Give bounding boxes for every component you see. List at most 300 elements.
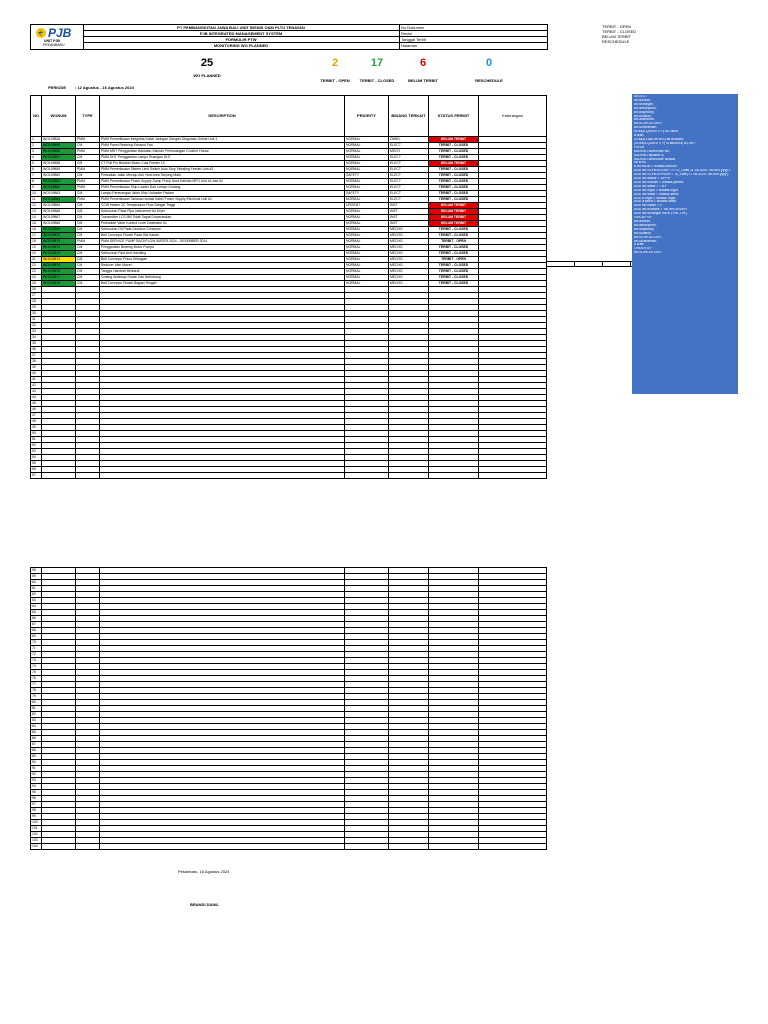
row-no: 14 (31, 215, 42, 221)
row-type: CM (76, 275, 100, 281)
row-no: 45 (31, 401, 42, 407)
row-no: 86 (31, 736, 42, 742)
row-type: PMM (76, 149, 100, 155)
row-no: 25 (31, 281, 42, 287)
sql-line: AND wo.orgid = wotask.orgid (634, 188, 678, 192)
row-no: 8 (31, 179, 42, 185)
row-priority: NORMAL (345, 185, 389, 191)
sql-line: wo.SCHEDSTART (634, 251, 662, 255)
sql-line: MAXIMO.workorder wotask (634, 157, 676, 161)
row-no: 50 (31, 431, 42, 437)
row-type: CM (76, 221, 100, 227)
row-no: 21 (31, 257, 42, 263)
place-date: Pekanbaru, 16 Agustus 2024 (178, 869, 230, 874)
status-badge: BELUM TERBIT (429, 203, 478, 207)
wo-table-continued (30, 567, 547, 850)
sql-line: AND wo.woclass = 'WORKORDER' (634, 208, 688, 212)
sql-line: wo.wonum, (634, 98, 652, 102)
sql-line: AND a.siteid = wotask.siteid (634, 200, 677, 204)
form-name: FORMULIR PTW (225, 37, 257, 42)
row-no: 55 (31, 461, 42, 467)
row-no: 29 (31, 305, 42, 311)
row-no: 41 (31, 377, 42, 383)
row-wonum: WO109857 (42, 155, 76, 161)
row-no: 53 (31, 449, 42, 455)
row-wonum: WO109877 (42, 275, 76, 281)
row-description: Perbaikan Jalan Menuju Ash Yard Area Tanjung Mabi (100, 173, 345, 179)
row-no: 31 (31, 317, 42, 323)
sql-line: wo.location, (634, 231, 652, 235)
sql-line: MAXIMO.workorder wo, (634, 149, 670, 153)
terbit-closed-label: TERBIT - CLOSED (359, 78, 395, 83)
row-description: Kebocoran Oli Pada Gearbox Conveyor (100, 227, 345, 233)
signer-name: BRANDI DANIL (190, 902, 219, 907)
row-no: 40 (31, 371, 42, 377)
sql-line: AND wo.SCHEDSTART >= To_Date('11-08-2024','dd-mm-yyyy') (634, 169, 730, 173)
status-legend (602, 24, 636, 44)
row-description: Perbaikan Valve Kontrol Level Deaerator #1 (100, 221, 345, 227)
row-wonum: WO109826 (42, 137, 76, 143)
row-type: PMM (76, 167, 100, 173)
status-badge: BELUM TERBIT (429, 209, 478, 213)
row-type: CM (76, 233, 100, 239)
status-badge: TERBIT - CLOSED (438, 269, 469, 274)
row-priority: NORMAL (345, 179, 389, 185)
row-type: CM (76, 227, 100, 233)
row-no: 95 (31, 790, 42, 796)
row-no: 59 (31, 574, 42, 580)
row-description: PMM Pemeriksaan Power Supply Sump Pump Area Kabinet MFO Unit #1 dan #2 (100, 179, 345, 185)
row-priority: SAFETY (345, 191, 389, 197)
row-bidang: ELECT (389, 143, 429, 149)
row-no: 97 (31, 802, 42, 808)
periode-value: : 12 Agustus - 16 Agustus 2024 (75, 85, 134, 90)
row-wonum: WO109876 (42, 269, 76, 275)
row-no: 75 (31, 670, 42, 676)
row-priority: SAFETY (345, 173, 389, 179)
status-badge: TERBIT - CLOSED (438, 143, 469, 148)
row-wonum: WO109861 (42, 179, 76, 185)
row-no: 38 (31, 359, 42, 365)
sql-line: wo.schedfinish, (634, 239, 658, 243)
row-no: 11 (31, 197, 42, 203)
wo-planned-label: WO PLANNED (193, 73, 221, 78)
status-badge: TERBIT - CLOSED (438, 197, 469, 202)
row-no: 65 (31, 610, 42, 616)
row-description: Belt Conveyor Robek Pada Sisi Kanan (100, 233, 345, 239)
row-priority: URGENT (345, 203, 389, 209)
row-bidang: INST (389, 221, 429, 227)
row-type: CM (76, 215, 100, 221)
status-badge: TERBIT - CLOSED (438, 149, 469, 154)
status-badge: TERBIT - CLOSED (438, 281, 469, 286)
row-description: Penggantian Bearing Motor Pompa (100, 245, 345, 251)
sql-line: wo.assetnum, (634, 118, 655, 122)
row-no: 4 (31, 155, 42, 161)
row-no: 96 (31, 796, 42, 802)
col-type: TYPE (76, 96, 100, 137)
row-no: 26 (31, 287, 42, 293)
row-description: Kebocoran Pada Pipa Instrument Air Dryer (100, 209, 345, 215)
row-no: 3 (31, 149, 42, 155)
terbit-open-count: 2 (331, 57, 339, 69)
sql-line: AND wo.status = 'APPR' (634, 177, 671, 181)
row-no: 51 (31, 437, 42, 443)
row-type: PMM (76, 179, 100, 185)
row-priority: NORMAL (345, 161, 389, 167)
row-no: 90 (31, 760, 42, 766)
row-no: 19 (31, 245, 42, 251)
empty-cell (429, 473, 479, 479)
row-no: 104 (31, 844, 42, 850)
row-no: 99 (31, 814, 42, 820)
row-type: CM (76, 173, 100, 179)
row-no: 17 (31, 233, 42, 239)
row-no: 101 (31, 826, 42, 832)
row-bidang: ELECT (389, 179, 429, 185)
row-description: Transmitter LCS Mill Tidak Dapat Dioperasikan (100, 215, 345, 221)
row-no: 39 (31, 365, 42, 371)
status-badge: TERBIT - CLOSED (438, 179, 469, 184)
row-priority: NORMAL (345, 143, 389, 149)
empty-cell (100, 844, 345, 850)
row-bidang: MECH (389, 149, 429, 155)
row-no: 10 (31, 191, 42, 197)
row-type: CM (76, 143, 100, 149)
row-no: 54 (31, 455, 42, 461)
status-badge: TERBIT - CLOSED (438, 227, 469, 232)
empty-cell (479, 844, 547, 850)
reschedule-count: 0 (485, 57, 493, 69)
row-type: CM (76, 203, 100, 209)
row-priority: NORMAL (345, 209, 389, 215)
row-bidang: MECHG (389, 269, 429, 275)
col-priority: PRIORITY (345, 96, 389, 137)
row-description: PMM Pemeriksaan Sistem Limit Switch Auto Stop Vibrating Feeder Unit #2 (100, 167, 345, 173)
row-bidang: INST (389, 215, 429, 221)
empty-cell (42, 473, 76, 479)
sql-line: AND wo.wonum = wotask.parent (634, 180, 684, 184)
sql-line: ORDER BY (634, 247, 652, 251)
sql-line: AND wo.istask = 0 (634, 204, 662, 208)
row-bidang: INST (389, 209, 429, 215)
row-wonum: WO109856 (42, 149, 76, 155)
legend-reschedule: RESCHEDULE (602, 39, 630, 44)
row-no: 57 (31, 473, 42, 479)
row-type: CM (76, 191, 100, 197)
row-bidang: OMIEL (389, 137, 429, 143)
row-wonum: WO109863 (42, 191, 76, 197)
row-bidang: ELECT (389, 161, 429, 167)
row-bidang: MECHG (389, 275, 429, 281)
row-wonum: WO109867 (42, 215, 76, 221)
row-priority: NORMAL (345, 215, 389, 221)
row-bidang: ELECT (389, 167, 429, 173)
row-no: 24 (31, 275, 42, 281)
row-no: 62 (31, 592, 42, 598)
row-no: 48 (31, 419, 42, 425)
row-description: PMM Pemeriksaan Integritas Kabel Jaringan Dengan Diagnosis Online Unit 1 (100, 137, 345, 143)
row-no: 60 (31, 580, 42, 586)
row-type: PMM (76, 239, 100, 245)
row-priority: NORMAL (345, 245, 389, 251)
status-badge: TERBIT - CLOSED (438, 191, 469, 196)
row-priority: NORMAL (345, 257, 389, 263)
system-name: PJB INTEGRATED MANAGEMENT SYSTEM (199, 31, 283, 36)
row-no: 42 (31, 383, 42, 389)
row-no: 76 (31, 676, 42, 682)
row-no: 91 (31, 766, 42, 772)
wo-table (30, 95, 547, 479)
row-priority: NORMAL (345, 251, 389, 257)
status-badge: TERBIT - OPEN (441, 239, 466, 244)
row-type: CM (76, 251, 100, 257)
row-type: CM (76, 281, 100, 287)
row-priority: NORMAL (345, 275, 389, 281)
row-no: 63 (31, 598, 42, 604)
row-priority: NORMAL (345, 197, 389, 203)
row-priority: NORMAL (345, 155, 389, 161)
row-type: CM (76, 269, 100, 275)
row-no: 83 (31, 718, 42, 724)
legend-belum-terbit: BELUM TERBIT (602, 34, 632, 39)
sql-line: wo.SCHEDSTART, (634, 235, 663, 239)
empty-cell (389, 844, 429, 850)
col-bidang: BIDANG TERKAIT (389, 96, 429, 137)
row-no: 27 (31, 293, 42, 299)
row-no: 69 (31, 634, 42, 640)
row-no: 68 (31, 628, 42, 634)
sql-line: wo.wopriority, (634, 227, 655, 231)
row-bidang: MECHG (389, 281, 429, 287)
row-description: CT Pull Pin Breaker Motor Coal Feeder 1C (100, 161, 345, 167)
row-description: PMM MNT Penggantian Bantalan Saluran Pembuangan Crusher House (100, 149, 345, 155)
row-no: 1 (31, 137, 42, 143)
table-row (31, 844, 547, 850)
row-priority: NORMAL (345, 221, 389, 227)
status-badge: TERBIT - CLOSED (438, 275, 469, 280)
row-description: CCW Heater 2C Temperature Flow Sangat Tinggi (100, 203, 345, 209)
row-bidang: ELECT (389, 191, 429, 197)
row-no: 16 (31, 227, 42, 233)
row-no: 87 (31, 742, 42, 748)
row-bidang: MECHG (389, 257, 429, 263)
row-description: Belt Conveyor Robek Bagian Tengah (100, 281, 345, 287)
row-no: 23 (31, 269, 42, 275)
row-priority: NORMAL (345, 149, 389, 155)
row-wonum: WO109865 (42, 203, 76, 209)
sql-line: (SUM(A.QUANTITY)*A.laborhrs) AS MH (634, 141, 695, 145)
row-description: PMM Pemeriksaan Ship Loader Dan Lampu Gudang (100, 185, 345, 191)
row-bidang: ELECT (389, 173, 429, 179)
row-wonum: WO109874 (42, 257, 76, 263)
row-no: 35 (31, 341, 42, 347)
row-description: PMM Pemeriksaan Tahanan Isolasi Kabel Power Supply Electrical Unit #1 (100, 197, 345, 203)
sql-line: wo.wopriority, (634, 110, 655, 114)
col-keterangan: Keterangan (479, 96, 547, 137)
row-no: 102 (31, 832, 42, 838)
row-wonum: WO109871 (42, 239, 76, 245)
row-no: 49 (31, 425, 42, 431)
row-no: 13 (31, 209, 42, 215)
row-type: PMM (76, 197, 100, 203)
row-bidang: ELECT (389, 197, 429, 203)
row-wonum: WO109872 (42, 245, 76, 251)
row-no: 84 (31, 724, 42, 730)
row-type: CM (76, 155, 100, 161)
row-no: 2 (31, 143, 42, 149)
row-description: Reducer Idler Macet (100, 263, 345, 269)
row-no: 89 (31, 754, 42, 760)
belum-terbit-label: BELUM TERBIT (408, 78, 438, 83)
empty-cell (345, 473, 389, 479)
row-priority: NORMAL (345, 137, 389, 143)
row-no: 80 (31, 700, 42, 706)
table-header-row (31, 96, 547, 137)
legend-terbit-open: TERBIT - OPEN (602, 24, 632, 29)
row-priority: NORMAL (345, 281, 389, 287)
status-badge: TERBIT - CLOSED (438, 263, 469, 268)
status-badge: TERBIT - CLOSED (438, 245, 469, 250)
row-bidang: MECHG (389, 251, 429, 257)
row-no: 71 (31, 646, 42, 652)
col-status: STATUS PERMIT (429, 96, 479, 137)
row-bidang: MECHG (389, 263, 429, 269)
row-no: 61 (31, 586, 42, 592)
row-wonum: WO109869 (42, 227, 76, 233)
belum-terbit-count: 6 (419, 57, 427, 69)
row-no: 88 (31, 748, 42, 754)
row-no: 93 (31, 778, 42, 784)
sql-line: a.craft, (634, 134, 645, 138)
row-no: 43 (31, 389, 42, 395)
row-no: 34 (31, 335, 42, 341)
terbit-open-label: TERBIT - OPEN (320, 78, 350, 83)
row-no: 94 (31, 784, 42, 790)
row-no: 15 (31, 221, 42, 227)
row-no: 22 (31, 263, 42, 269)
row-no: 82 (31, 712, 42, 718)
status-badge: TERBIT - CLOSED (438, 155, 469, 160)
row-no: 74 (31, 664, 42, 670)
reschedule-label: RESCHEDULE (475, 78, 503, 83)
row-no: 92 (31, 772, 42, 778)
row-no: 78 (31, 688, 42, 694)
row-no: 66 (31, 616, 42, 622)
status-badge: BELUM TERBIT (429, 137, 478, 141)
row-no: 72 (31, 652, 42, 658)
row-type: PMM (76, 185, 100, 191)
row-description: PMM SERVICE PUMP BACKFLOW WATER 2024 - DESEMBER 2024 (100, 239, 345, 245)
row-type: CM (76, 245, 100, 251)
row-no: 37 (31, 353, 42, 359)
meta-page: Halaman (401, 43, 418, 48)
row-no: 103 (31, 838, 42, 844)
meta-doc-no: No Dokumen (401, 25, 425, 30)
empty-cell (76, 473, 100, 479)
row-bidang: MECHG (389, 245, 429, 251)
row-bidang: MECHG (389, 233, 429, 239)
row-no: 5 (31, 161, 42, 167)
logo-unit-text: UNIT PJB (44, 39, 60, 43)
sql-line: wo.wonum, (634, 220, 652, 223)
sql-line: a.WONUM = wotask.wonum (634, 165, 677, 169)
status-badge: BELUM TERBIT (429, 221, 478, 225)
status-badge: TERBIT - CLOSED (438, 233, 469, 238)
row-bidang: ELECT (389, 185, 429, 191)
meta-issue-date: Tanggal Terbit (401, 37, 426, 42)
status-badge: TERBIT - OPEN (441, 257, 466, 262)
row-no: 18 (31, 239, 42, 245)
row-description: Tangga Handrail Berkarat (100, 269, 345, 275)
row-wonum: WO109864 (42, 197, 76, 203)
sql-line: wo.description, (634, 223, 657, 227)
row-no: 85 (31, 730, 42, 736)
row-wonum: WO109866 (42, 209, 76, 215)
sql-query-box (632, 94, 738, 394)
status-badge: BELUM TERBIT (429, 215, 478, 219)
row-no: 77 (31, 682, 42, 688)
row-description: Kebocoran Pipa Ash Handling (100, 251, 345, 257)
row-no: 56 (31, 467, 42, 473)
wo-planned-count: 25 (200, 57, 214, 69)
sql-line: SELECT (634, 95, 648, 98)
row-type: CM (76, 263, 100, 269)
col-wonum: WONUM (42, 96, 76, 137)
sql-line: AND a.orgid = wotask.orgid (634, 196, 676, 200)
sql-line: wo.schedfinish, (634, 126, 658, 130)
sql-line: FROM (634, 145, 644, 149)
row-no: 6 (31, 167, 42, 173)
row-no: 64 (31, 604, 42, 610)
empty-cell (389, 473, 429, 479)
status-badge: TERBIT - CLOSED (438, 251, 469, 256)
row-no: 73 (31, 658, 42, 664)
col-description: DESCRIPTION (100, 96, 345, 137)
row-description: PMM Panel Rewiring Exhaust Fan (100, 143, 345, 149)
row-wonum: WO109868 (42, 221, 76, 227)
empty-cell (42, 844, 76, 850)
row-wonum: WO109873 (42, 251, 76, 257)
row-no: 46 (31, 407, 42, 413)
row-no: 28 (31, 299, 42, 305)
sql-line: a.craft (634, 243, 644, 247)
empty-cell (479, 473, 547, 479)
document-title: MONITORING WO PLANNED (213, 43, 269, 48)
status-badge: BELUM TERBIT (429, 161, 478, 165)
status-badge: TERBIT - CLOSED (438, 173, 469, 178)
row-type: CM (76, 257, 100, 263)
row-wonum: WO109858 (42, 161, 76, 167)
row-bidang: MECHG (389, 227, 429, 233)
row-bidang: INST (389, 203, 429, 209)
row-wonum: WO109878 (42, 281, 76, 287)
terbit-closed-count: 17 (370, 57, 384, 69)
sql-line: AND wo.worktype not in ('PM','OH') (634, 212, 688, 216)
row-no: 58 (31, 568, 42, 574)
row-description: Belt Conveyor Putus Sebagian (100, 257, 345, 263)
row-priority: NORMAL (345, 233, 389, 239)
sql-line: wo.worktype, (634, 102, 654, 106)
row-description: PMM DHT Penggantian Lampu Ruangan DHT (100, 155, 345, 161)
col-no: NO (31, 96, 42, 137)
row-wonum: WO109855 (42, 143, 76, 149)
periode-label: PERIODE (48, 85, 67, 90)
company-name: PT PEMBANGKITAN JAWA BALI UNIT BISNIS O&M PLTU TENAYAN (177, 25, 305, 30)
row-priority: NORMAL (345, 239, 389, 245)
row-type: CM (76, 161, 100, 167)
row-wonum: WO109862 (42, 185, 76, 191)
